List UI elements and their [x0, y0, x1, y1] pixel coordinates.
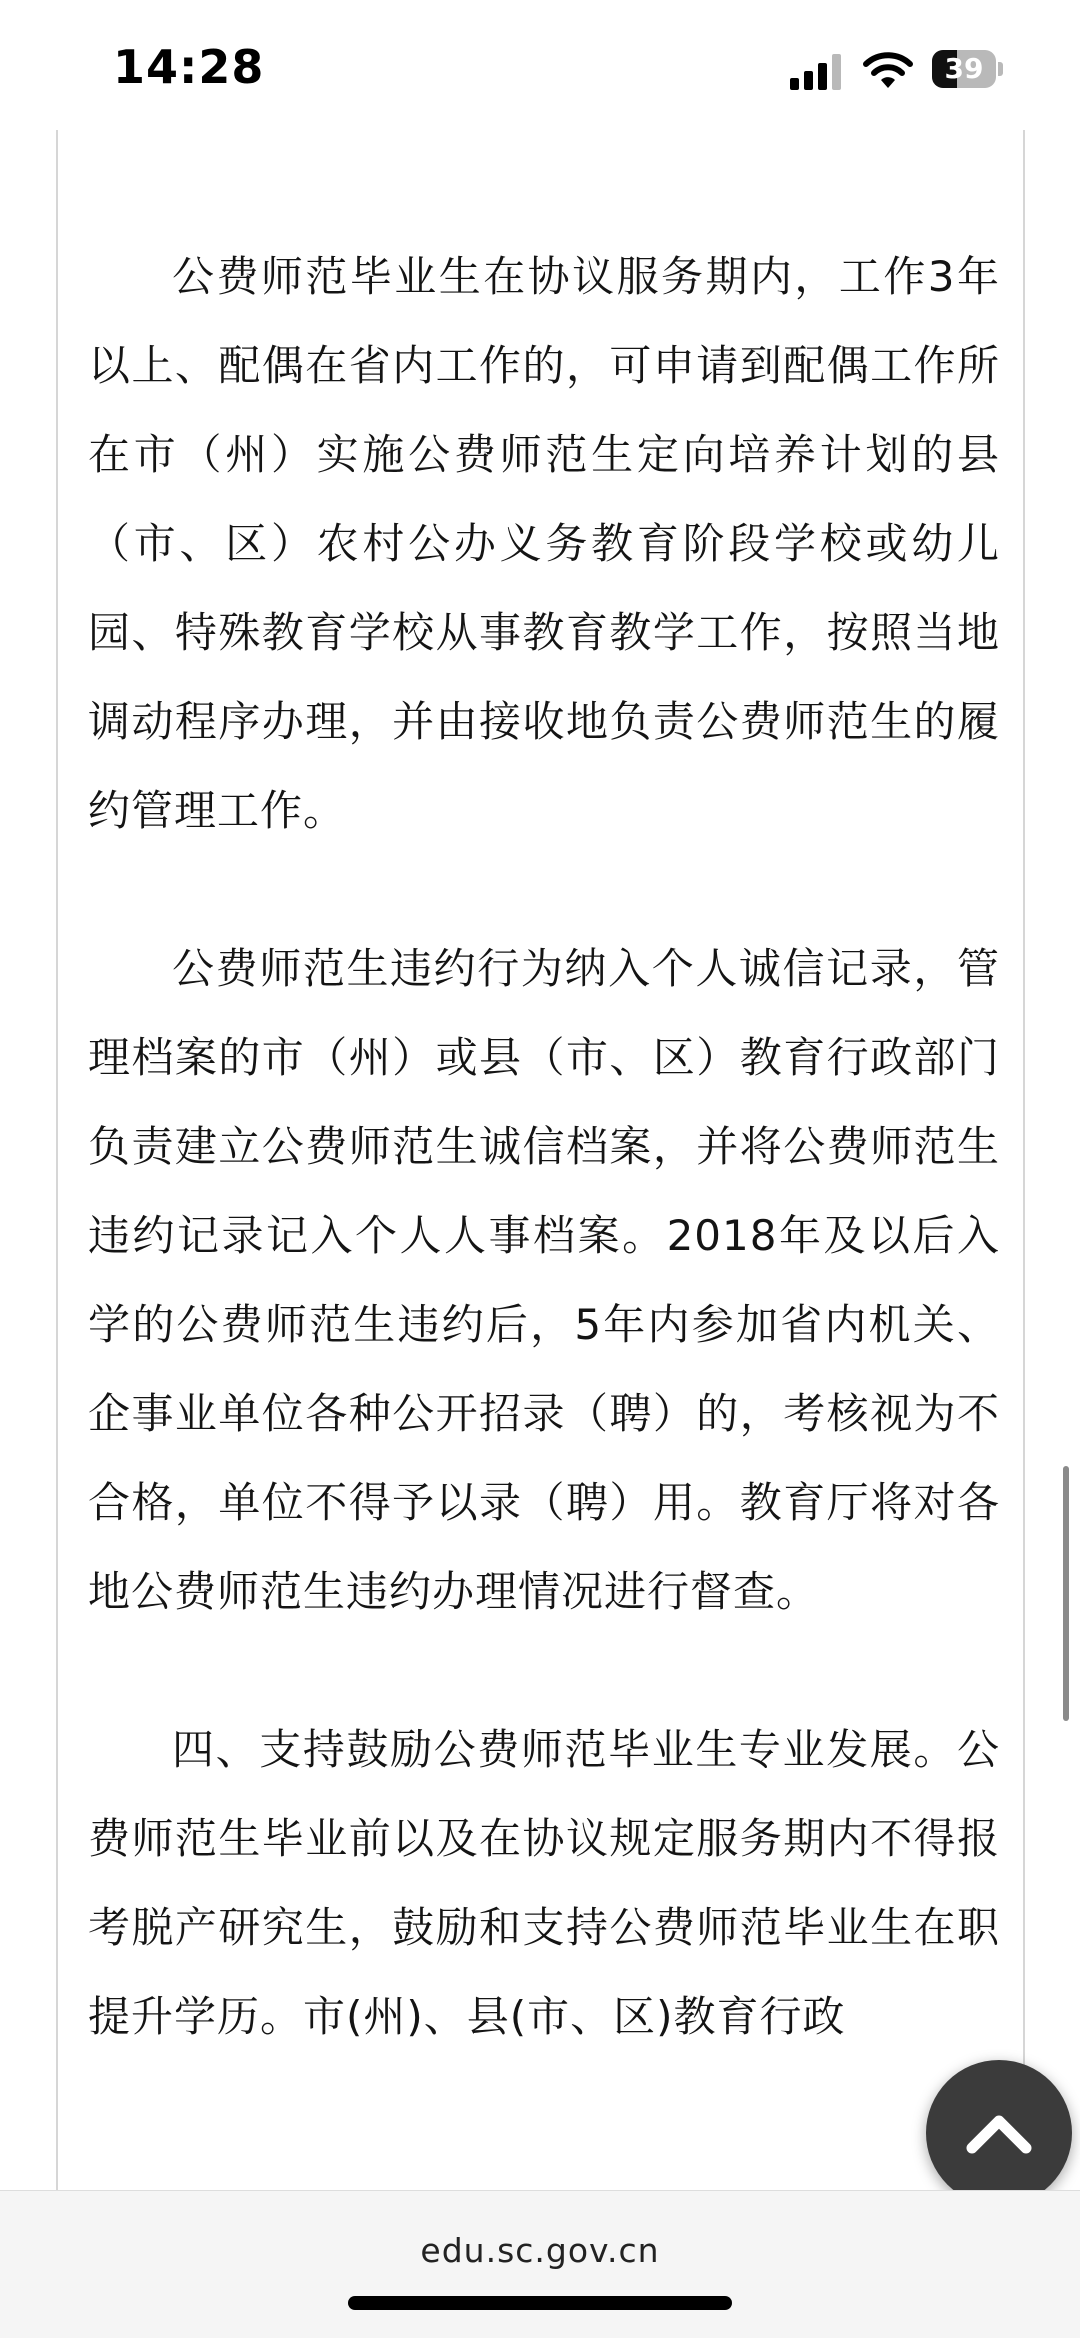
article-paragraph: 公费师范生违约行为纳入个人诚信记录，管理档案的市（州）或县（市、区）教育行政部门负责建立公费师范生诚信档案，并将公费师范生违约记录记入个人人事档案。2018年及以后入学的公费师范生违约后，5年内参加省内机关、企事业单位各种公开招录（聘）的，考核视为不合格，单位不得予以录（聘）用。教育厅将对各地公费师范生违约办理情况进行督查。: [88, 944, 1000, 1616]
chevron-up-icon: [964, 2110, 1034, 2156]
content-border-left: [56, 130, 58, 2190]
article-body: [88, 232, 1000, 2061]
wifi-icon: [862, 48, 914, 90]
battery-icon: [932, 50, 1004, 90]
signal-icon: [790, 54, 844, 90]
scroll-indicator[interactable]: [1063, 1466, 1069, 1721]
article-paragraph: 公费师范毕业生在协议服务期内，工作3年以上、配偶在省内工作的，可申请到配偶工作所在市（州）实施公费师范生定向培养计划的县（市、区）农村公办义务教育阶段学校或幼儿园、特殊教育学校从事教育教学工作，按照当地调动程序办理，并由接收地负责公费师范生的履约管理工作。: [88, 252, 1000, 835]
back-to-top-button[interactable]: [926, 2060, 1072, 2206]
article-paragraph: 四、支持鼓励公费师范毕业生专业发展。公费师范生毕业前以及在协议规定服务期内不得报考脱产研究生，鼓励和支持公费师范毕业生在职提升学历。市(州)、县(市、区)教育行政: [88, 1725, 1000, 2041]
browser-address-bar[interactable]: [0, 2190, 1080, 2338]
url-text[interactable]: edu.sc.gov.cn: [420, 2231, 660, 2270]
status-bar: [0, 0, 1080, 130]
battery-level: 39: [944, 52, 984, 85]
home-indicator[interactable]: [348, 2296, 732, 2310]
status-time: 14:28: [113, 40, 265, 94]
content-border-right: [1023, 130, 1025, 2190]
